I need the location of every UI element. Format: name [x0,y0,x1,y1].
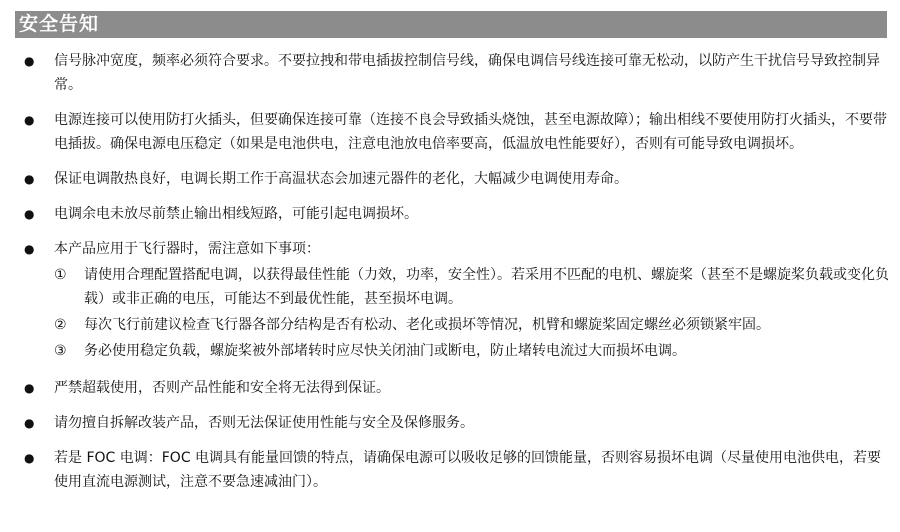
item-text: 请勿擅自拆解改装产品，否则无法保证使用性能与安全及保修服务。 [54,415,474,431]
list-item [24,202,890,226]
sub-item-text: 每次飞行前建议检查飞行器各部分结构是否有松动、老化或损坏等情况，机臂和螺旋桨固定螺丝必须锁紧牢固。 [84,317,770,333]
item-text: 若是 FOC 电调：FOC 电调具有能量回馈的特点，请确保电源可以吸收足够的回馈能量，否则容易损坏电调（尽量使用电池供电，若要使用直流电源测试，注意不要急速减油门）。 [54,450,882,490]
sub-item-text: 务必使用稳定负载，螺旋桨被外部堵转时应尽快关闭油门或断电，防止堵转电流过大而损坏电调。 [84,343,686,359]
bullet-icon: ● [24,207,35,221]
safety-notice-list [24,49,890,505]
list-item [24,376,890,400]
sub-item [54,263,890,311]
sub-item-number: ③ [54,343,67,359]
list-item [24,237,890,365]
item-text: 本产品应用于飞行器时，需注意如下事项： [54,241,320,257]
item-text: 电调余电未放尽前禁止输出相线短路，可能引起电调损坏。 [54,206,418,222]
section-title: 安全告知 [15,11,887,38]
bullet-icon: ● [24,451,35,465]
list-item [24,446,890,494]
bullet-icon: ● [24,381,35,395]
item-body [54,237,890,365]
sub-item-number: ① [54,267,67,283]
list-item [24,49,890,97]
item-text: 保证电调散热良好，电调长期工作于高温状态会加速元器件的老化，大幅减少电调使用寿命。 [54,171,628,187]
list-item [24,108,890,156]
bullet-icon: ● [24,54,35,68]
sub-item [54,339,890,363]
sub-item [54,313,890,337]
bullet-icon: ● [24,172,35,186]
list-item [24,167,890,191]
item-text: 电源连接可以使用防打火插头，但要确保连接可靠（连接不良会导致插头烧蚀，甚至电源故障）；输出相线不要使用防打火插头，不要带电插拔。确保电源电压稳定（如果是电池供电，注意电池放电倍率要高，低温放电性能要好），否则有可能导致电调损坏。 [54,112,887,152]
item-text: 严禁超载使用，否则产品性能和安全将无法得到保证。 [54,380,390,396]
sub-item-text: 请使用合理配置搭配电调，以获得最佳性能（力效，功率，安全性）。若采用不匹配的电机、螺旋桨（甚至不是螺旋桨负载或变化负载）或非正确的电压，可能达不到最优性能，甚至损坏电调。 [84,267,889,307]
bullet-icon: ● [24,416,35,430]
bullet-icon: ● [24,113,35,127]
bullet-icon: ● [24,242,35,256]
list-item [24,411,890,435]
item-text: 信号脉冲宽度，频率必须符合要求。不要拉拽和带电插拔控制信号线，确保电调信号线连接可靠无松动，以防产生干扰信号导致控制异常。 [54,53,880,93]
sub-item-number: ② [54,317,67,333]
